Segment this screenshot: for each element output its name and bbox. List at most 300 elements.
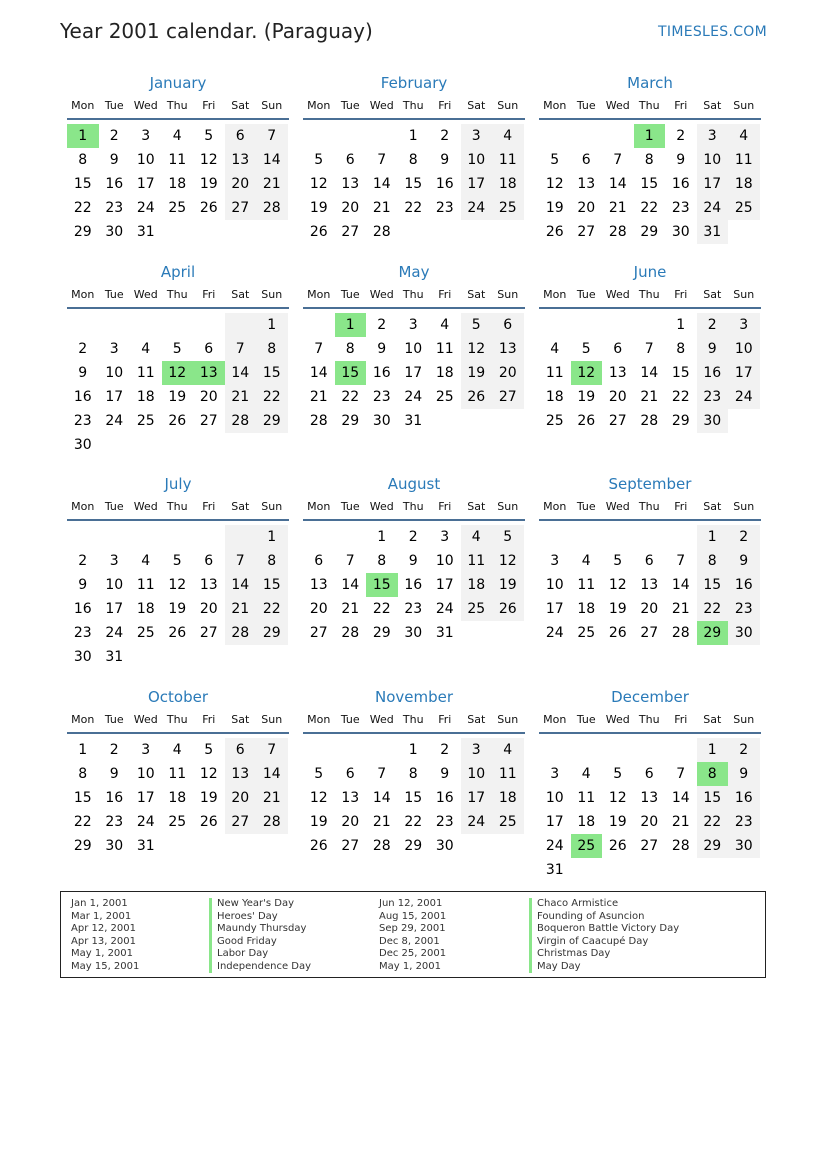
day-cell: 5	[613, 553, 623, 569]
day-cell: 9	[440, 152, 450, 168]
day-cell: 11	[435, 341, 454, 357]
day-cell: 3	[141, 742, 151, 758]
day-cell: 5	[461, 313, 493, 337]
weekday-label: Fri	[438, 99, 452, 112]
day-cell: 28	[225, 409, 257, 433]
page-title: Year 2001 calendar. (Paraguay)	[60, 19, 373, 43]
weekday-label: Sat	[703, 713, 722, 726]
day-cell: 26	[577, 413, 596, 429]
day-cell: 10	[404, 341, 423, 357]
day-cell: 13	[492, 337, 524, 361]
day-cell: 2	[78, 553, 88, 569]
day-cell: 31	[697, 220, 729, 244]
empty-cell	[193, 645, 225, 669]
day-cell: 3	[550, 553, 560, 569]
day-cell: 5	[204, 742, 214, 758]
holiday-name: Christmas Day	[529, 948, 679, 961]
day-cell: 14	[225, 361, 257, 385]
day-cell: 1	[697, 738, 729, 762]
legend-names-right	[529, 898, 679, 973]
day-cell: 16	[728, 573, 760, 597]
day-cell: 30	[404, 625, 423, 641]
day-grid	[539, 124, 761, 244]
day-cell: 19	[309, 814, 328, 830]
day-cell: 5	[172, 341, 182, 357]
day-cell: 1	[676, 317, 686, 333]
weekday-label: Fri	[438, 288, 452, 301]
day-cell: 12	[461, 337, 493, 361]
weekday-label: Tue	[104, 288, 124, 301]
weekday-label: Sun	[733, 99, 755, 112]
month-name: March	[627, 74, 673, 92]
day-cell: 28	[225, 621, 257, 645]
holiday-day: 1	[67, 124, 99, 148]
day-cell: 22	[341, 389, 360, 405]
day-cell: 30	[105, 838, 124, 854]
empty-cell	[461, 621, 493, 645]
day-cell: 12	[492, 549, 524, 573]
day-cell: 14	[256, 148, 288, 172]
weekday-label: Mon	[543, 713, 567, 726]
empty-cell	[130, 525, 162, 549]
day-cell: 25	[136, 625, 155, 641]
day-cell: 14	[372, 176, 391, 192]
day-cell: 20	[341, 814, 360, 830]
day-cell: 7	[377, 766, 387, 782]
day-cell: 12	[608, 790, 627, 806]
weekday-label: Wed	[369, 99, 394, 112]
empty-cell	[571, 525, 603, 549]
day-cell: 4	[461, 525, 493, 549]
weekday-label: Sat	[231, 99, 250, 112]
day-cell: 28	[671, 625, 690, 641]
day-cell: 4	[172, 742, 182, 758]
weekday-label: Sun	[497, 500, 519, 513]
day-cell: 14	[671, 790, 690, 806]
day-cell: 6	[644, 766, 654, 782]
day-cell: 23	[404, 601, 423, 617]
empty-cell	[539, 525, 571, 549]
day-cell: 24	[404, 389, 423, 405]
weekday-header	[303, 283, 525, 309]
day-cell: 23	[697, 385, 729, 409]
day-grid	[303, 313, 525, 433]
empty-cell	[461, 409, 493, 433]
empty-cell	[193, 433, 225, 457]
empty-cell	[225, 834, 257, 858]
day-cell: 6	[613, 341, 623, 357]
holiday-day: 12	[162, 361, 194, 385]
day-cell: 19	[492, 573, 524, 597]
weekday-label: Sat	[467, 288, 486, 301]
empty-cell	[303, 738, 335, 762]
day-cell: 24	[435, 601, 454, 617]
day-cell: 7	[225, 549, 257, 573]
day-cell: 12	[309, 176, 328, 192]
day-cell: 21	[256, 172, 288, 196]
empty-cell	[634, 858, 666, 882]
day-cell: 22	[372, 601, 391, 617]
weekday-header	[67, 708, 289, 734]
day-cell: 28	[341, 625, 360, 641]
day-cell: 9	[440, 766, 450, 782]
month-may	[303, 261, 525, 433]
month-name: July	[164, 475, 192, 493]
day-cell: 9	[109, 766, 119, 782]
day-cell: 3	[440, 529, 450, 545]
empty-cell	[256, 433, 288, 457]
empty-cell	[99, 525, 131, 549]
day-cell: 13	[640, 577, 659, 593]
day-cell: 17	[136, 176, 155, 192]
holiday-name: Labor Day	[209, 948, 311, 961]
weekday-label: Tue	[576, 500, 596, 513]
day-cell: 20	[225, 172, 257, 196]
weekday-label: Fri	[674, 713, 688, 726]
weekday-label: Thu	[638, 288, 660, 301]
empty-cell	[697, 858, 729, 882]
holiday-day: 15	[335, 361, 367, 385]
day-grid	[67, 525, 289, 669]
weekday-label: Tue	[340, 288, 360, 301]
holiday-date: Sep 29, 2001	[379, 923, 446, 934]
day-cell: 19	[199, 176, 218, 192]
day-cell: 5	[550, 152, 560, 168]
empty-cell	[492, 220, 524, 244]
weekday-label: Thu	[166, 288, 188, 301]
holiday-day: 25	[571, 834, 603, 858]
day-cell: 1	[408, 742, 418, 758]
legend-names-left	[209, 898, 311, 973]
day-cell: 4	[172, 128, 182, 144]
day-cell: 13	[608, 365, 627, 381]
day-cell: 10	[136, 766, 155, 782]
day-cell: 15	[404, 176, 423, 192]
day-cell: 16	[728, 786, 760, 810]
day-cell: 8	[697, 549, 729, 573]
empty-cell	[130, 433, 162, 457]
empty-cell	[492, 409, 524, 433]
day-cell: 12	[309, 790, 328, 806]
day-cell: 5	[314, 152, 324, 168]
day-cell: 2	[109, 742, 119, 758]
day-cell: 29	[256, 621, 288, 645]
day-cell: 16	[73, 389, 92, 405]
empty-cell	[193, 220, 225, 244]
day-cell: 21	[608, 200, 627, 216]
day-cell: 25	[577, 625, 596, 641]
day-cell: 11	[728, 148, 760, 172]
weekday-label: Tue	[576, 288, 596, 301]
holiday-date: Jun 12, 2001	[379, 898, 443, 909]
day-cell: 6	[314, 553, 324, 569]
day-cell: 5	[204, 128, 214, 144]
day-cell: 16	[435, 790, 454, 806]
empty-cell	[256, 220, 288, 244]
holiday-date: Apr 12, 2001	[71, 923, 137, 934]
weekday-label: Mon	[307, 288, 331, 301]
day-cell: 18	[492, 786, 524, 810]
empty-cell	[67, 525, 99, 549]
day-cell: 26	[199, 200, 218, 216]
empty-cell	[571, 313, 603, 337]
empty-cell	[461, 220, 493, 244]
holiday-name: Maundy Thursday	[209, 923, 311, 936]
month-april	[67, 261, 289, 457]
weekday-label: Fri	[438, 713, 452, 726]
empty-cell	[728, 409, 760, 433]
holiday-day: 12	[571, 361, 603, 385]
day-cell: 25	[168, 814, 187, 830]
holiday-date: Jan 1, 2001	[71, 898, 128, 909]
day-cell: 28	[608, 224, 627, 240]
day-cell: 21	[640, 389, 659, 405]
weekday-header	[539, 94, 761, 120]
day-cell: 9	[109, 152, 119, 168]
weekday-label: Fri	[202, 500, 216, 513]
weekday-label: Tue	[104, 713, 124, 726]
day-cell: 28	[309, 413, 328, 429]
day-cell: 26	[168, 625, 187, 641]
day-grid	[539, 525, 761, 645]
day-cell: 24	[461, 196, 493, 220]
empty-cell	[162, 313, 194, 337]
day-cell: 30	[435, 838, 454, 854]
day-cell: 8	[345, 341, 355, 357]
day-cell: 13	[341, 176, 360, 192]
empty-cell	[162, 645, 194, 669]
day-cell: 19	[461, 361, 493, 385]
empty-cell	[634, 313, 666, 337]
day-cell: 3	[697, 124, 729, 148]
holiday-legend	[60, 891, 766, 978]
day-cell: 2	[697, 313, 729, 337]
empty-cell	[193, 525, 225, 549]
day-cell: 2	[78, 341, 88, 357]
site-link[interactable]: TIMESLES.COM	[658, 24, 767, 40]
day-cell: 6	[204, 341, 214, 357]
day-cell: 18	[492, 172, 524, 196]
day-cell: 27	[199, 625, 218, 641]
weekday-header	[303, 708, 525, 734]
day-cell: 22	[640, 200, 659, 216]
empty-cell	[225, 433, 257, 457]
day-cell: 16	[105, 176, 124, 192]
weekday-header	[67, 94, 289, 120]
day-cell: 7	[225, 337, 257, 361]
day-cell: 13	[225, 148, 257, 172]
day-cell: 19	[168, 389, 187, 405]
empty-cell	[634, 525, 666, 549]
day-cell: 1	[256, 313, 288, 337]
day-cell: 12	[199, 152, 218, 168]
month-july	[67, 473, 289, 669]
weekday-label: Tue	[104, 99, 124, 112]
holiday-date: Dec 25, 2001	[379, 948, 447, 959]
day-cell: 15	[256, 361, 288, 385]
day-cell: 20	[309, 601, 328, 617]
day-cell: 28	[372, 224, 391, 240]
day-cell: 2	[676, 128, 686, 144]
day-cell: 28	[256, 196, 288, 220]
empty-cell	[571, 738, 603, 762]
empty-cell	[67, 313, 99, 337]
day-cell: 26	[608, 838, 627, 854]
month-january	[67, 72, 289, 244]
day-cell: 21	[309, 389, 328, 405]
day-cell: 14	[256, 762, 288, 786]
day-cell: 23	[105, 200, 124, 216]
weekday-label: Wed	[133, 288, 158, 301]
weekday-label: Wed	[133, 713, 158, 726]
day-cell: 23	[435, 814, 454, 830]
day-cell: 17	[545, 814, 564, 830]
empty-cell	[602, 313, 634, 337]
day-cell: 10	[105, 365, 124, 381]
weekday-header	[539, 708, 761, 734]
empty-cell	[728, 858, 760, 882]
day-cell: 10	[435, 553, 454, 569]
day-cell: 10	[545, 790, 564, 806]
day-cell: 27	[608, 413, 627, 429]
day-cell: 28	[640, 413, 659, 429]
weekday-label: Mon	[71, 500, 95, 513]
day-cell: 26	[545, 224, 564, 240]
day-cell: 25	[545, 413, 564, 429]
day-cell: 5	[314, 766, 324, 782]
day-cell: 8	[256, 549, 288, 573]
day-cell: 13	[309, 577, 328, 593]
day-cell: 16	[671, 176, 690, 192]
month-name: August	[387, 475, 441, 493]
day-cell: 2	[408, 529, 418, 545]
day-cell: 26	[492, 597, 524, 621]
day-cell: 23	[671, 200, 690, 216]
day-cell: 10	[697, 148, 729, 172]
weekday-label: Thu	[166, 99, 188, 112]
month-name: April	[160, 263, 196, 281]
weekday-label: Sun	[261, 500, 283, 513]
month-march	[539, 72, 761, 244]
weekday-label: Thu	[638, 99, 660, 112]
weekday-label: Mon	[71, 99, 95, 112]
day-cell: 20	[640, 814, 659, 830]
day-cell: 14	[225, 573, 257, 597]
day-cell: 8	[676, 341, 686, 357]
weekday-label: Wed	[133, 500, 158, 513]
day-cell: 4	[440, 317, 450, 333]
day-cell: 16	[73, 601, 92, 617]
month-october	[67, 686, 289, 858]
day-cell: 5	[613, 766, 623, 782]
holiday-name: Independence Day	[209, 961, 311, 974]
weekday-label: Tue	[576, 713, 596, 726]
weekday-label: Sat	[703, 99, 722, 112]
empty-cell	[492, 621, 524, 645]
day-cell: 29	[372, 625, 391, 641]
empty-cell	[225, 525, 257, 549]
day-cell: 8	[377, 553, 387, 569]
day-cell: 24	[461, 810, 493, 834]
empty-cell	[728, 220, 760, 244]
day-cell: 7	[256, 738, 288, 762]
day-cell: 13	[577, 176, 596, 192]
day-cell: 20	[577, 200, 596, 216]
day-cell: 14	[372, 790, 391, 806]
holiday-date: May 15, 2001	[71, 960, 140, 972]
day-cell: 2	[377, 317, 387, 333]
day-cell: 18	[728, 172, 760, 196]
day-cell: 25	[492, 810, 524, 834]
empty-cell	[366, 124, 398, 148]
weekday-label: Thu	[638, 713, 660, 726]
day-cell: 29	[404, 838, 423, 854]
day-cell: 15	[404, 790, 423, 806]
day-cell: 10	[545, 577, 564, 593]
day-cell: 3	[550, 766, 560, 782]
holiday-date: May 1, 2001	[71, 948, 134, 959]
weekday-label: Sat	[467, 713, 486, 726]
day-cell: 22	[256, 385, 288, 409]
day-cell: 27	[309, 625, 328, 641]
weekday-label: Sun	[497, 288, 519, 301]
day-cell: 31	[435, 625, 454, 641]
month-name: September	[608, 475, 692, 493]
empty-cell	[492, 834, 524, 858]
day-cell: 13	[341, 790, 360, 806]
day-cell: 31	[136, 838, 155, 854]
day-cell: 10	[136, 152, 155, 168]
day-grid	[67, 738, 289, 858]
month-name: November	[374, 688, 454, 706]
day-cell: 21	[256, 786, 288, 810]
day-cell: 22	[404, 200, 423, 216]
weekday-label: Wed	[369, 500, 394, 513]
day-cell: 4	[141, 553, 151, 569]
day-cell: 15	[73, 790, 92, 806]
day-cell: 30	[73, 649, 92, 665]
weekday-label: Fri	[202, 99, 216, 112]
day-cell: 9	[408, 553, 418, 569]
empty-cell	[130, 645, 162, 669]
weekday-label: Wed	[369, 288, 394, 301]
holiday-day: 15	[366, 573, 398, 597]
holiday-name: New Year's Day	[209, 898, 311, 911]
day-cell: 8	[408, 766, 418, 782]
empty-cell	[162, 220, 194, 244]
weekday-label: Wed	[133, 99, 158, 112]
empty-cell	[398, 220, 430, 244]
day-cell: 30	[671, 224, 690, 240]
day-cell: 13	[225, 762, 257, 786]
day-cell: 17	[461, 172, 493, 196]
day-cell: 29	[640, 224, 659, 240]
day-cell: 11	[136, 365, 155, 381]
empty-cell	[634, 738, 666, 762]
weekday-header	[303, 495, 525, 521]
day-cell: 1	[377, 529, 387, 545]
day-cell: 19	[199, 790, 218, 806]
weekday-label: Thu	[638, 500, 660, 513]
day-cell: 7	[676, 766, 686, 782]
day-cell: 29	[697, 834, 729, 858]
day-grid	[303, 738, 525, 858]
day-cell: 24	[545, 838, 564, 854]
day-cell: 2	[440, 742, 450, 758]
day-cell: 7	[345, 553, 355, 569]
day-cell: 24	[105, 625, 124, 641]
day-cell: 25	[492, 196, 524, 220]
